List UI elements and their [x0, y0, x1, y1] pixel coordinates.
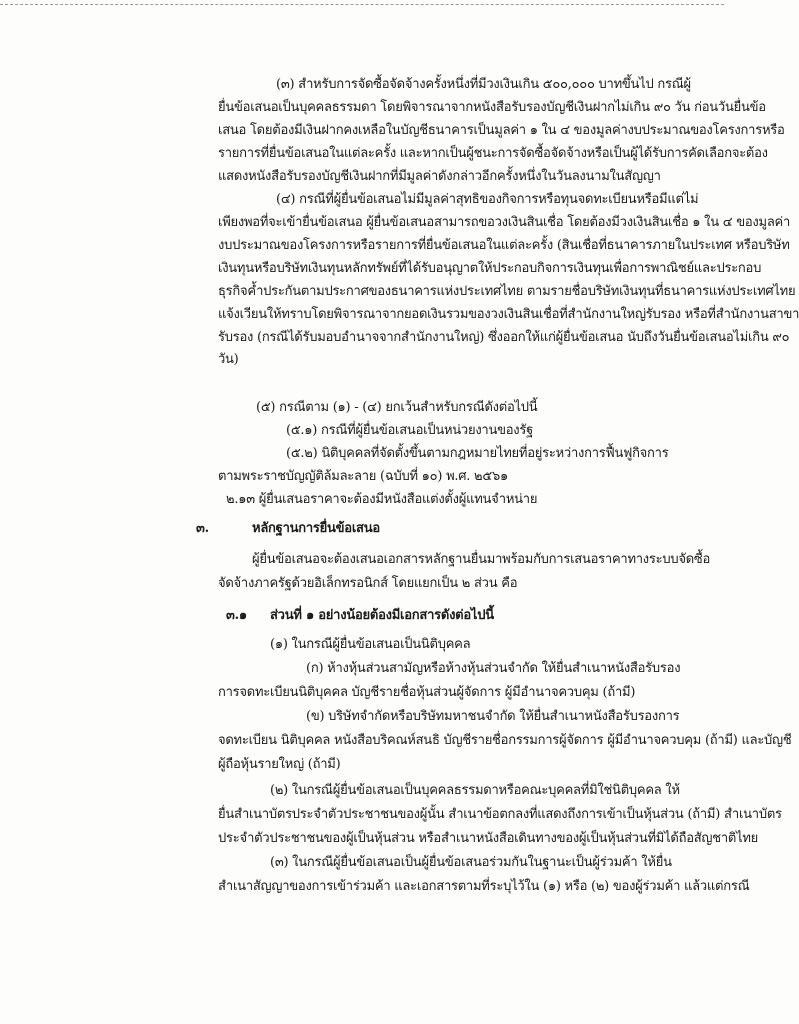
para4-line8: วัน) — [218, 352, 239, 367]
item1: (๑) ในกรณีผู้ยื่นข้อเสนอเป็นนิติบุคคล — [270, 637, 471, 652]
item2-line2: ยื่นสำเนาบัตรประจำตัวประชาชนของผู้นั้น สำเนาข้อตกลงที่แสดงถึงการเข้าเป็นหุ้นส่วน (ถ้ามี) สำเนาบัตร — [218, 807, 782, 822]
para3-line1: (๓) สำหรับการจัดซื้อจัดจ้างครั้งหนึ่งที่มีวงเงินเกิน ๕๐๐,๐๐๐ บาทขึ้นไป กรณีผู้ — [276, 77, 691, 92]
item3-line1: (๓) ในกรณีผู้ยื่นข้อเสนอเป็นผู้ยื่นข้อเสนอร่วมกันในฐานะเป็นผู้ร่วมค้า ให้ยื่น — [270, 855, 672, 870]
para3-line5: แสดงหนังสือรับรองบัญชีเงินฝากที่มีมูลค่าดังกล่าวอีกครั้งหนึ่งในวันลงนามในสัญญา — [218, 169, 661, 184]
para3-line4: รายการที่ยื่นข้อเสนอในแต่ละครั้ง และหากเป็นผู้ชนะการจัดซื้อจัดจ้างหรือเป็นผู้ได้รับการคัดเลือกจะต้อง — [218, 146, 768, 161]
item1b-line1: (ข) บริษัทจำกัดหรือบริษัทมหาชนจำกัด ให้ยื่นสำเนาหนังสือรับรองการ — [306, 709, 680, 724]
item2-line1: (๒) ในกรณีผู้ยื่นข้อเสนอเป็นบุคคลธรรมดาหรือคณะบุคคลที่มิใช่นิติบุคคล ให้ — [270, 783, 680, 798]
item1b-line2: จดทะเบียน นิติบุคคล หนังสือบริคณห์สนธิ บัญชีรายชื่อกรรมการผู้จัดการ ผู้มีอำนาจควบคุม (ถ้ามี) และบัญชี — [218, 733, 792, 748]
para4-line3: งบประมาณของโครงการหรือรายการที่ยื่นข้อเสนอในแต่ละครั้ง (สินเชื่อที่ธนาคารภายในประเทศ หรือบริษัท — [218, 238, 790, 253]
para4-line2: เพียงพอที่จะเข้ายื่นข้อเสนอ ผู้ยื่นข้อเสนอสามารถขอวงเงินสินเชื่อ โดยต้องมีวงเงินสินเชื่อ ๑ ใน ๔ ของมูลค่า — [218, 215, 791, 230]
para5: (๕) กรณีตาม (๑) - (๔) ยกเว้นสำหรับกรณีดังต่อไปนี้ — [256, 400, 538, 415]
section3-line2: จัดจ้างภาครัฐด้วยอิเล็กทรอนิกส์ โดยแยกเป็น ๒ ส่วน คือ — [218, 576, 518, 591]
scan-edge-line — [0, 4, 724, 5]
section3-1-number: ๓.๑ — [226, 608, 247, 623]
para4-line1: (๔) กรณีที่ผู้ยื่นข้อเสนอไม่มีมูลค่าสุทธิของกิจการหรือทุนจดทะเบียนหรือมีแต่ไม่ — [276, 192, 699, 207]
item1b-line3: ผู้ถือหุ้นรายใหญ่ (ถ้ามี) — [218, 757, 341, 772]
para4-line6: แจ้งเวียนให้ทราบโดยพิจารณาจากยอดเงินรวมของวงเงินสินเชื่อที่สำนักงานใหญ่รับรอง หรือที่สำนักงานสาขา — [218, 307, 799, 322]
section3-line1: ผู้ยื่นข้อเสนอจะต้องเสนอเอกสารหลักฐานยื่นมาพร้อมกับการเสนอราคาทางระบบจัดซื้อ — [252, 552, 711, 567]
section3-number: ๓. — [196, 521, 209, 536]
item1a-line1: (ก) ห้างหุ้นส่วนสามัญหรือห้างหุ้นส่วนจำกัด ให้ยื่นสำเนาหนังสือรับรอง — [306, 661, 681, 676]
para5-2-line1: (๕.๒) นิติบุคคลที่จัดตั้งขึ้นตามกฎหมายไทยที่อยู่ระหว่างการฟื้นฟูกิจการ — [286, 446, 669, 461]
section3-title: หลักฐานการยื่นข้อเสนอ — [252, 521, 380, 536]
para3-line3: เสนอ โดยต้องมีเงินฝากคงเหลือในบัญชีธนาคารเป็นมูลค่า ๑ ใน ๔ ของมูลค่างบประมาณของโครงการหรือ — [218, 123, 785, 138]
section3-1-title: ส่วนที่ ๑ อย่างน้อยต้องมีเอกสารดังต่อไปนี้ — [270, 608, 494, 623]
para4-line4: เงินทุนหรือบริษัทเงินทุนหลักทรัพย์ที่ได้รับอนุญาตให้ประกอบกิจการเงินทุนเพื่อการพาณิชย์และประกอบ — [218, 261, 762, 276]
para5-2-line2: ตามพระราชบัญญัติล้มละลาย (ฉบับที่ ๑๐) พ.ศ. ๒๕๖๑ — [218, 469, 508, 484]
clause-2-13: ๒.๑๓ ผู้ยื่นเสนอราคาจะต้องมีหนังสือแต่งตั้งผู้แทนจำหน่าย — [226, 492, 538, 507]
item1a-line2: การจดทะเบียนนิติบุคคล บัญชีรายชื่อหุ้นส่วนผู้จัดการ ผู้มีอำนาจควบคุม (ถ้ามี) — [218, 685, 636, 700]
para5-1: (๕.๑) กรณีที่ผู้ยื่นข้อเสนอเป็นหน่วยงานของรัฐ — [286, 423, 534, 438]
item3-line2: สำเนาสัญญาของการเข้าร่วมค้า และเอกสารตามที่ระบุไว้ใน (๑) หรือ (๒) ของผู้ร่วมค้า แล้วแต่กรณี — [218, 879, 750, 894]
para4-line7: รับรอง (กรณีได้รับมอบอำนาจจากสำนักงานใหญ่) ซึ่งออกให้แก่ผู้ยื่นข้อเสนอ นับถึงวันยื่นข้อเสนอไม่เกิน ๙๐ — [218, 330, 790, 345]
item2-line3: ประจำตัวประชาชนของผู้เป็นหุ้นส่วน หรือสำเนาหนังสือเดินทางของผู้เป็นหุ้นส่วนที่มิได้ถือสัญชาติไทย — [218, 831, 759, 846]
para4-line5: ธุรกิจค้ำประกันตามประกาศของธนาคารแห่งประเทศไทย ตามรายชื่อบริษัทเงินทุนที่ธนาคารแห่งประเทศไทย — [218, 284, 796, 299]
para3-line2: ยื่นข้อเสนอเป็นบุคคลธรรมดา โดยพิจารณาจากหนังสือรับรองบัญชีเงินฝากไม่เกิน ๙๐ วัน ก่อนวันยื่นข้อ — [218, 100, 766, 115]
